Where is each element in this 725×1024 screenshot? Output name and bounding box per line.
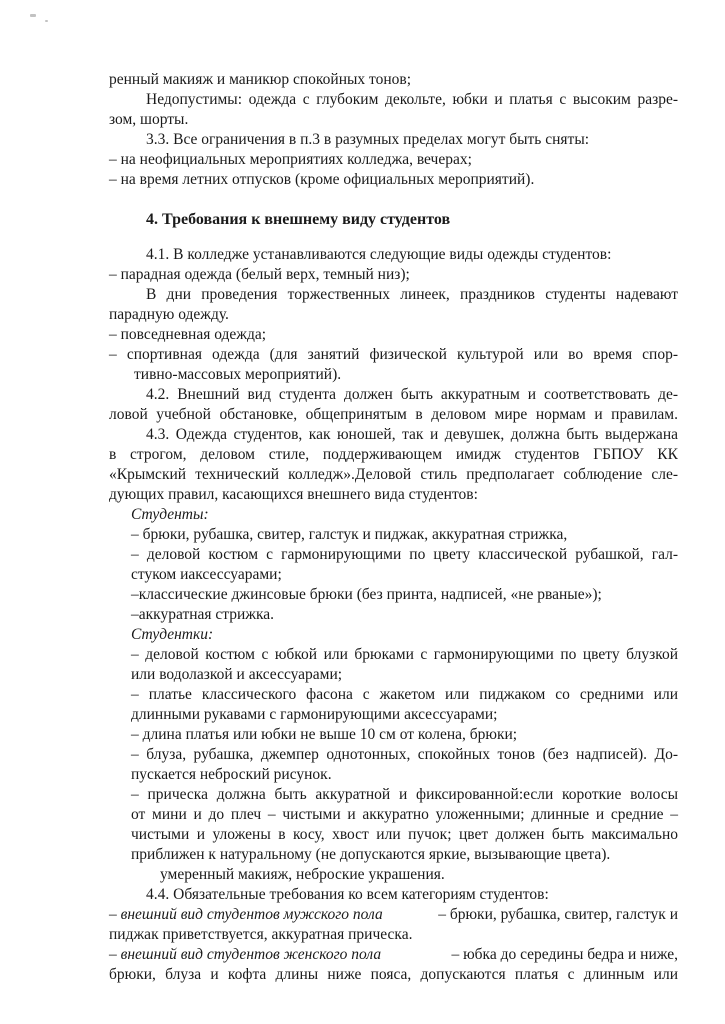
text-line: или водолазкой и аксессуарами; <box>131 666 343 683</box>
text-line: 4.3. Одежда студентов, как юношей, так и девушек, должна быть выдержана <box>146 426 678 443</box>
text-line: ренный макияж и маникюр спокойных тонов; <box>109 71 412 88</box>
text-line: тивно-массовых мероприятий). <box>134 366 342 383</box>
list-item: – повседневная одежда; <box>109 326 267 343</box>
female-requirements-rest: – юбка до середины бедра и ниже, <box>451 946 678 963</box>
female-requirements-line <box>109 945 678 965</box>
text-line: зом, шорты. <box>109 111 189 128</box>
text-line: брюки, блуза и кофта длины ниже пояса, допускаются платья с длинным или <box>109 966 678 983</box>
text-line: парадную одежду. <box>109 306 229 323</box>
list-item: – на неофициальных мероприятиях колледжа, вечерах; <box>109 151 472 168</box>
list-item: – деловой костюм с гармонирующими по цвету классической рубашкой, гал- <box>131 546 678 563</box>
subsection-label: Студенты: <box>131 506 209 523</box>
list-item: – брюки, рубашка, свитер, галстук и пиджак, аккуратная стрижка, <box>131 526 568 543</box>
list-item: – прическа должна быть аккуратной и фиксированной:если короткие волосы <box>131 786 678 803</box>
text-line: 3.3. Все ограничения в п.3 в разумных пределах могут быть сняты: <box>146 131 590 148</box>
text-line: 4.1. В колледже устанавливаются следующие виды одежды студентов: <box>146 246 612 263</box>
text-line: длинными рукавами с гармонирующими аксессуарами; <box>131 706 498 723</box>
list-item: – платье классического фасона с жакетом или пиджаком со средними или <box>131 686 678 703</box>
text-line: «Крымский технический колледж».Деловой стиль предполагает соблюдение сле- <box>109 466 678 483</box>
section-heading: 4. Требования к внешнему виду студентов <box>146 211 451 228</box>
male-requirements-lead: – внешний вид студентов мужского пола <box>109 906 383 923</box>
male-requirements-rest: – брюки, рубашка, свитер, галстук и <box>438 906 678 923</box>
text-line: 4.2. Внешний вид студента должен быть аккуратным и соответствовать де- <box>146 386 678 403</box>
text-line: 4.4. Обязательные требования ко всем категориям студентов: <box>146 886 549 903</box>
text-line: умеренный макияж, неброские украшения. <box>160 866 445 883</box>
text-line: стуком иаксессуарами; <box>131 566 282 583</box>
list-item: – блуза, рубашка, джемпер однотонных, спокойных тонов (без надписей). До- <box>131 746 678 763</box>
text-line: пускается неброский рисунок. <box>131 766 332 783</box>
list-item: – длина платья или юбки не выше 10 см от колена, брюки; <box>131 726 518 743</box>
female-requirements-lead: – внешний вид студентов женского пола <box>109 946 382 963</box>
text-line: чистыми и уложены в косу, хвост или пучок; цвет должен быть максимально <box>131 826 678 843</box>
text-line: пиджак приветствуется, аккуратная прическа. <box>109 926 413 943</box>
list-item: –аккуратная стрижка. <box>131 606 275 623</box>
text-line: дующих правил, касающихся внешнего вида студентов: <box>109 486 478 503</box>
list-item: – на время летних отпусков (кроме официальных мероприятий). <box>109 171 535 188</box>
text-line: В дни проведения торжественных линеек, праздников студенты надевают <box>146 286 678 303</box>
list-item: – парадная одежда (белый верх, темный низ); <box>109 266 410 283</box>
subsection-label: Студентки: <box>131 626 214 643</box>
list-item: –классические джинсовые брюки (без принта, надписей, «не рваные»); <box>131 586 602 603</box>
text-line: в строгом, деловом стиле, поддерживающем имидж студентов ГБПОУ КК <box>109 446 678 463</box>
list-item: – деловой костюм с юбкой или брюками с гармонирующими по цвету блузкой <box>131 646 678 663</box>
text-line: Недопустимы: одежда с глубоким декольте, юбки и платья с высоким разре- <box>146 91 678 108</box>
male-requirements-line <box>109 905 678 925</box>
scan-speck <box>30 14 36 17</box>
list-item: – спортивная одежда (для занятий физической культурой или во время спор- <box>109 346 678 363</box>
text-line: приближен к натуральному (не допускаются яркие, вызывающие цвета). <box>131 846 611 863</box>
text-line: от мини и до плеч – чистыми и аккуратно уложенными; длинные и средние – <box>131 806 678 823</box>
scan-speck <box>45 20 48 22</box>
text-line: ловой учебной обстановке, общепринятым в деловом мире нормам и правилам. <box>109 406 678 423</box>
